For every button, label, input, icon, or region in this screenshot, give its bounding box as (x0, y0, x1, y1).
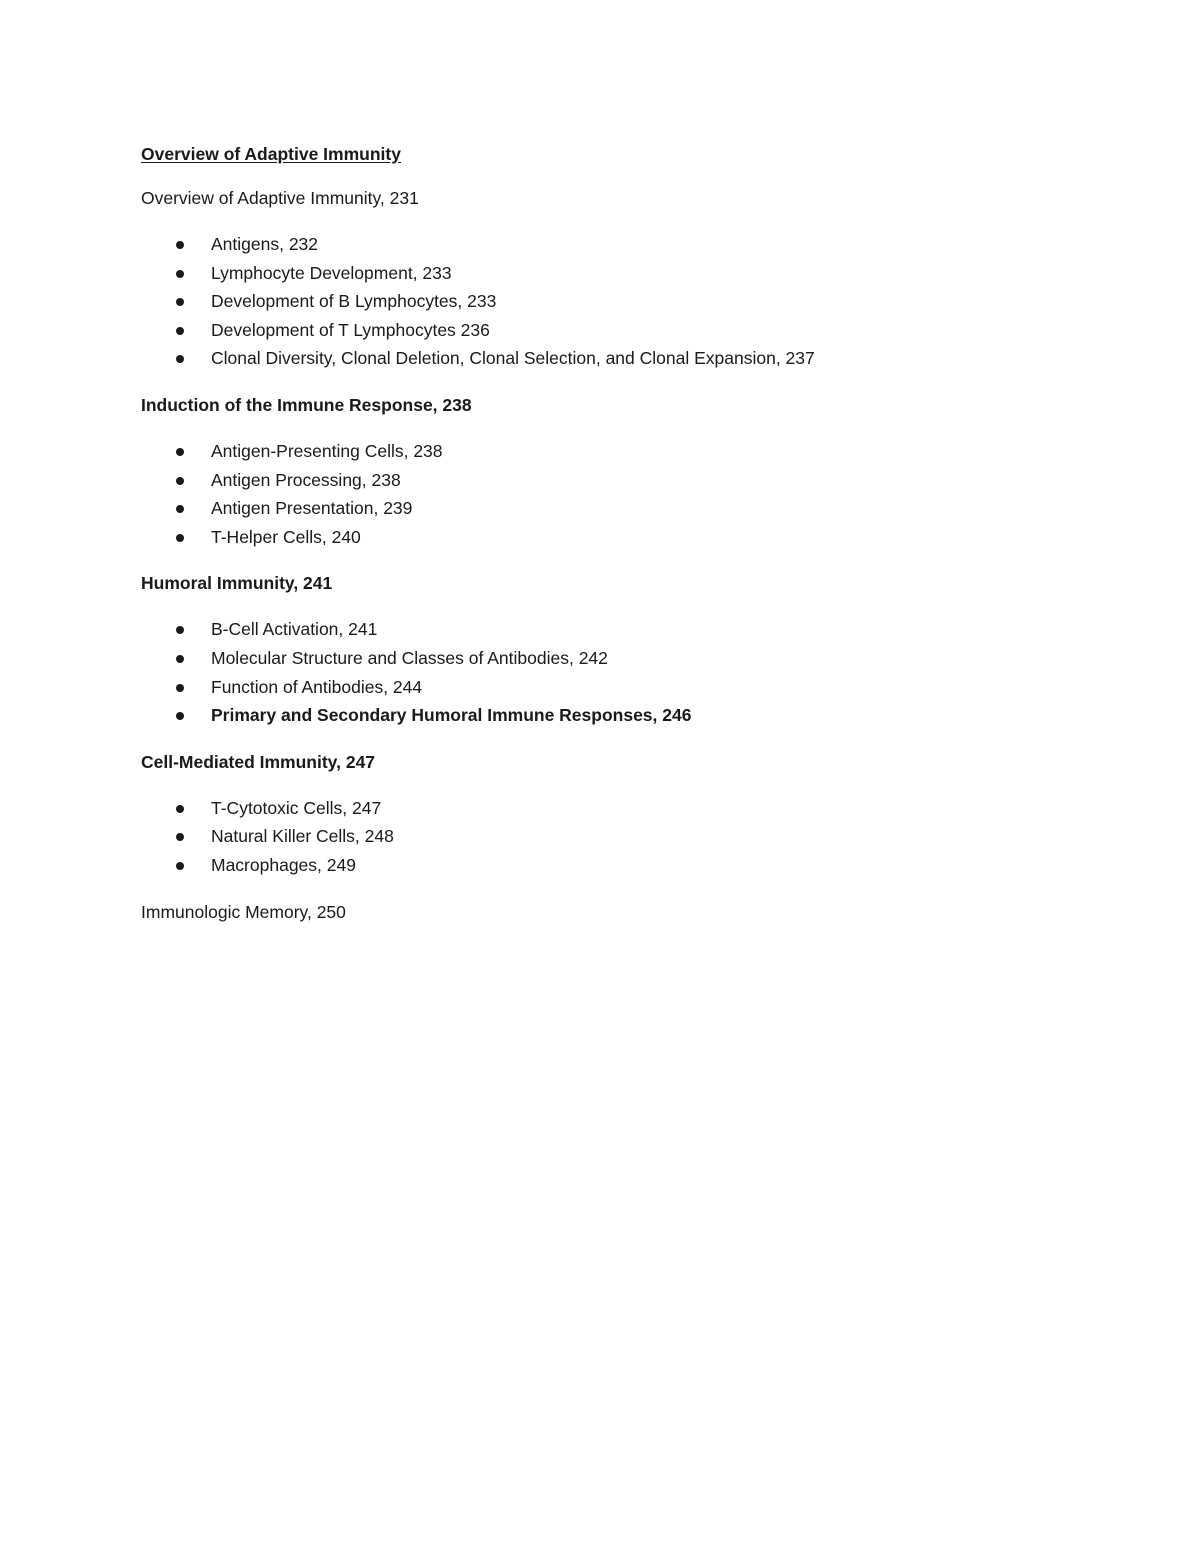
bullet-icon (176, 805, 184, 813)
list-item: Antigens, 232 (141, 230, 1101, 259)
bullet-icon (176, 355, 184, 363)
section-heading-memory: Immunologic Memory, 250 (141, 901, 346, 922)
bullet-icon (176, 448, 184, 456)
list-item: Molecular Structure and Classes of Antibodies, 242 (141, 644, 1101, 673)
bullet-icon (176, 626, 184, 634)
bullet-icon (176, 505, 184, 513)
list-item: Clonal Diversity, Clonal Deletion, Clonal Selection, and Clonal Expansion, 237 (141, 344, 1101, 373)
bullet-icon (176, 327, 184, 335)
list-item: Antigen Processing, 238 (141, 466, 1101, 495)
bullet-icon (176, 833, 184, 841)
bullet-icon (176, 684, 184, 692)
document-content (141, 142, 1101, 944)
bullet-icon (176, 241, 184, 249)
document-title: Overview of Adaptive Immunity (141, 144, 401, 164)
list-item: Primary and Secondary Humoral Immune Responses, 246 (141, 701, 1101, 730)
list-item: T-Cytotoxic Cells, 247 (141, 794, 1101, 823)
bullet-icon (176, 862, 184, 870)
section-list-induction (141, 437, 1101, 551)
section-list-humoral (141, 615, 1101, 729)
list-item: T-Helper Cells, 240 (141, 523, 1101, 552)
list-item: Development of B Lymphocytes, 233 (141, 287, 1101, 316)
list-item: Development of T Lymphocytes 236 (141, 316, 1101, 345)
section-list-overview (141, 230, 1101, 373)
list-item: Antigen-Presenting Cells, 238 (141, 437, 1101, 466)
bullet-icon (176, 298, 184, 306)
bullet-icon (176, 655, 184, 663)
bullet-icon (176, 477, 184, 485)
list-item: Macrophages, 249 (141, 851, 1101, 880)
bullet-icon (176, 534, 184, 542)
section-heading-humoral: Humoral Immunity, 241 (141, 573, 333, 594)
section-list-cell-mediated (141, 794, 1101, 880)
section-heading-overview: Overview of Adaptive Immunity, 231 (141, 188, 419, 208)
list-item: Antigen Presentation, 239 (141, 494, 1101, 523)
section-heading-cell-mediated: Cell-Mediated Immunity, 247 (141, 751, 376, 772)
bullet-icon (176, 712, 184, 720)
section-heading-induction: Induction of the Immune Response, 238 (141, 394, 472, 415)
list-item: Function of Antibodies, 244 (141, 673, 1101, 702)
list-item: B-Cell Activation, 241 (141, 615, 1101, 644)
bullet-icon (176, 270, 184, 278)
list-item: Natural Killer Cells, 248 (141, 822, 1101, 851)
list-item: Lymphocyte Development, 233 (141, 259, 1101, 288)
